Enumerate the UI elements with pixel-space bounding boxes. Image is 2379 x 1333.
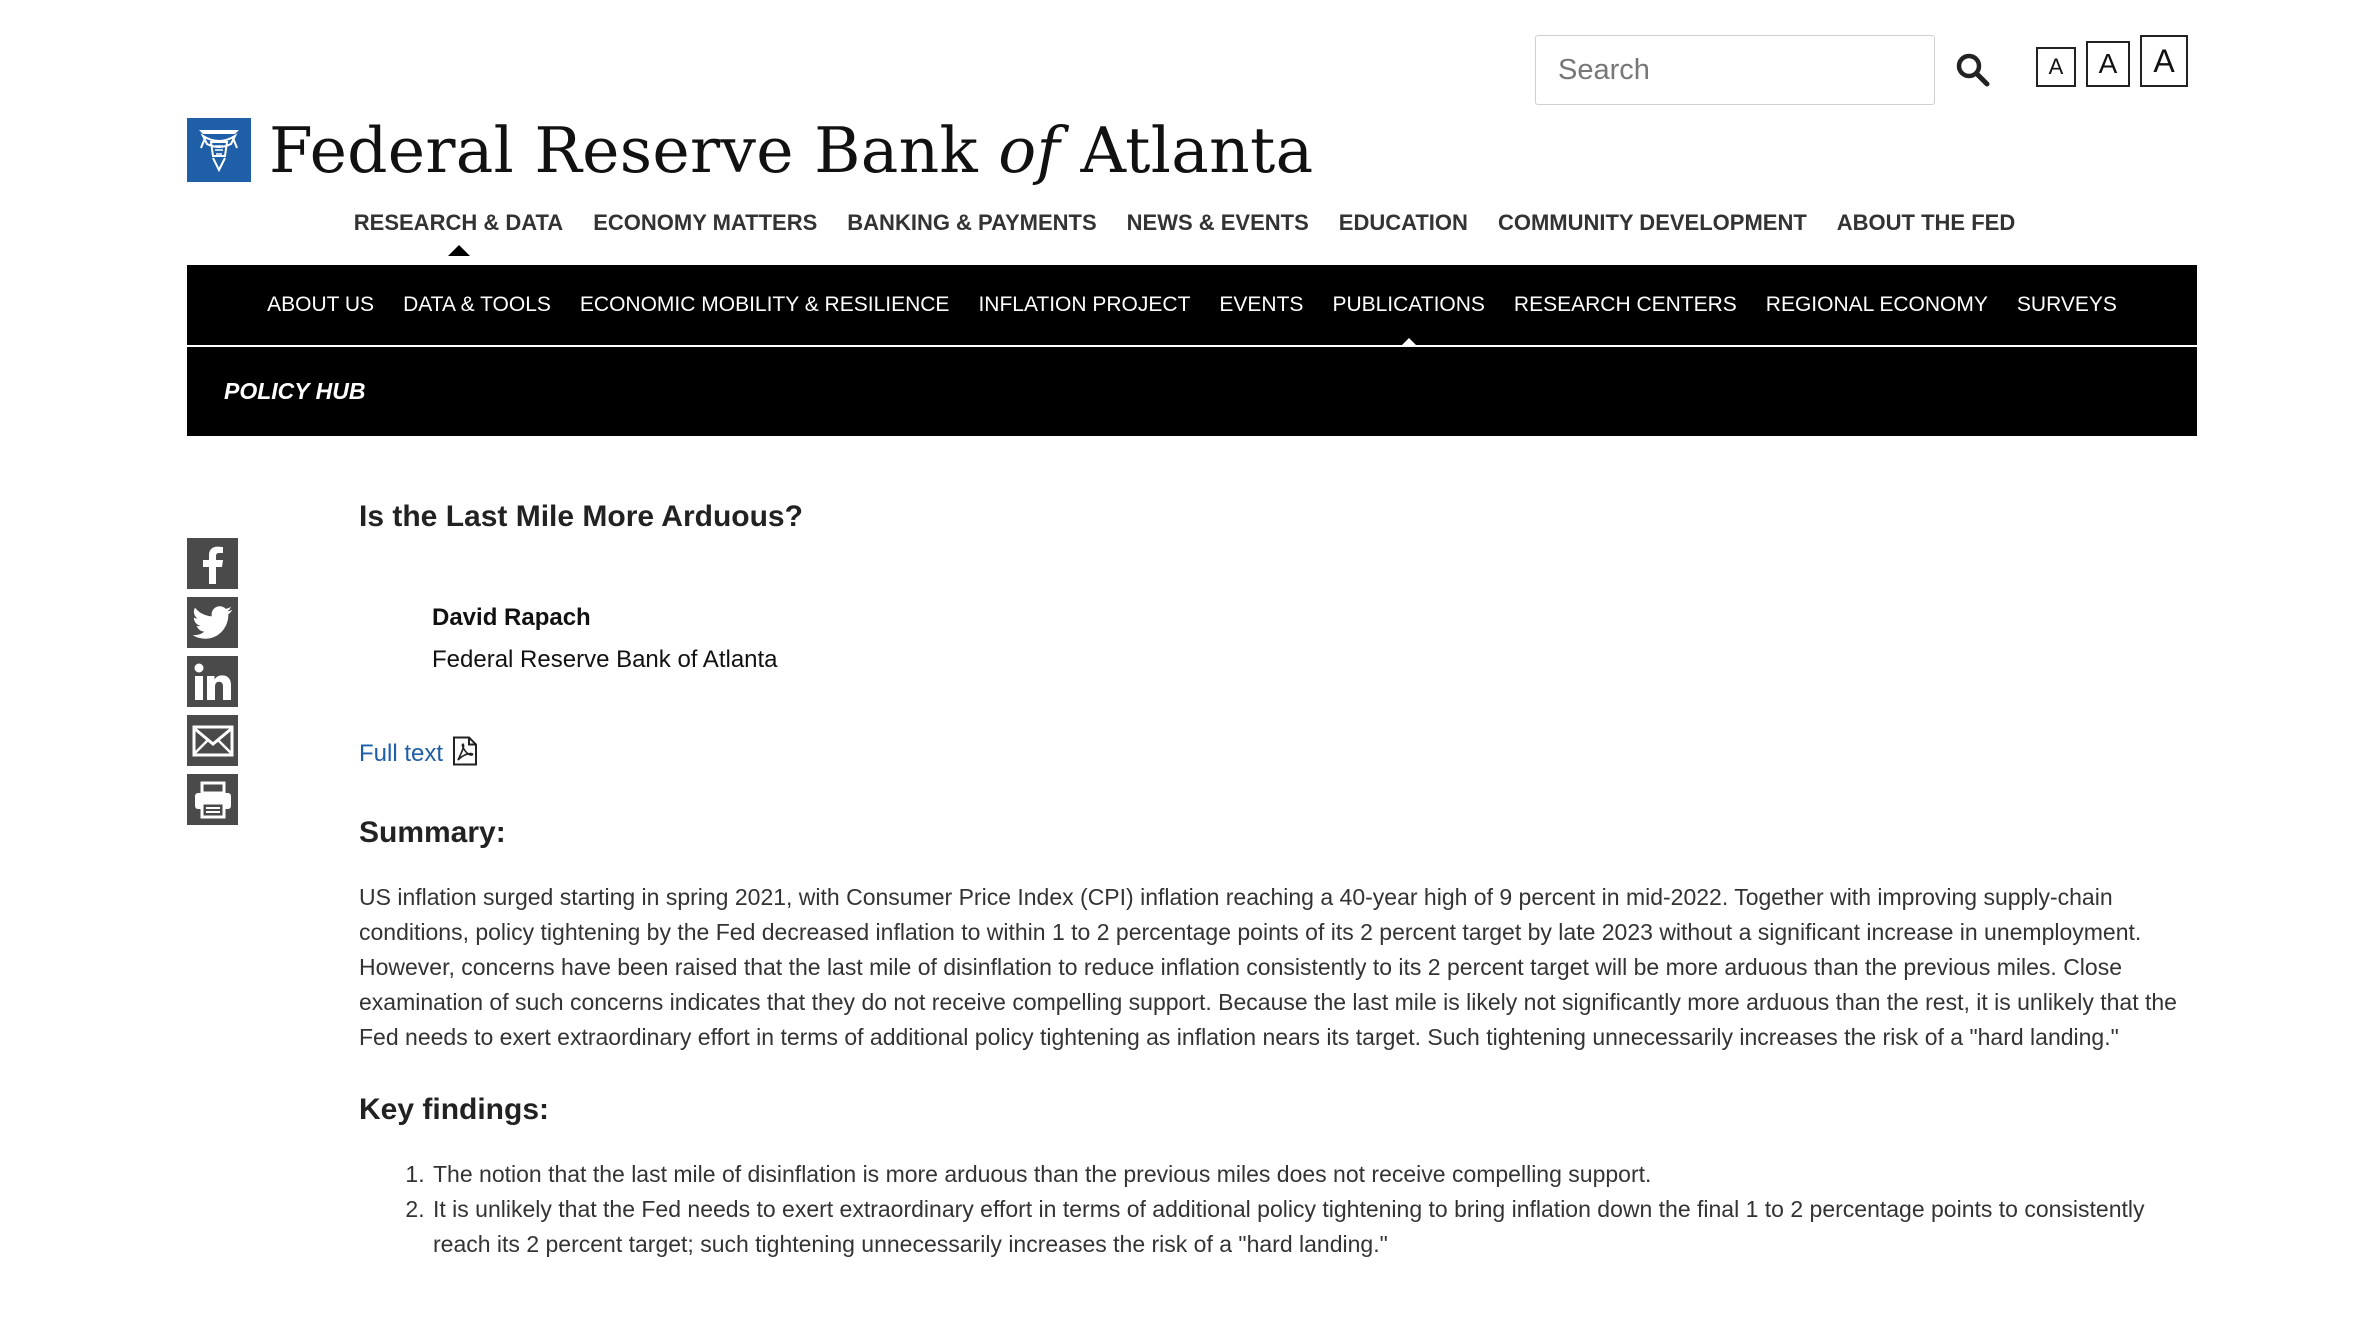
key-findings-list (359, 1157, 2191, 1262)
font-size-small-button[interactable]: A (2036, 47, 2076, 87)
sub-nav-events[interactable]: EVENTS (1219, 293, 1304, 316)
main-nav-economy-matters[interactable]: ECONOMY MATTERS (593, 210, 818, 235)
author-block (432, 604, 2191, 674)
key-findings-heading: Key findings: (359, 1093, 550, 1126)
print-icon[interactable] (187, 774, 238, 825)
main-nav-about-the-fed[interactable]: ABOUT THE FED (1836, 210, 2016, 235)
article (359, 500, 2191, 1262)
author-affiliation: Federal Reserve Bank of Atlanta (432, 646, 778, 673)
share-toolbar (187, 538, 238, 825)
full-text-link-row (359, 736, 2191, 771)
main-nav-education[interactable]: EDUCATION (1338, 210, 1468, 235)
email-icon[interactable] (187, 715, 238, 766)
facebook-icon[interactable] (187, 538, 238, 589)
main-nav-news-events[interactable]: NEWS & EVENTS (1126, 210, 1309, 235)
sub-nav-research-centers[interactable]: RESEARCH CENTERS (1513, 293, 1737, 316)
search-icon[interactable] (1955, 52, 1991, 88)
policy-hub-bar (187, 347, 2197, 436)
search-input[interactable] (1558, 54, 1934, 87)
twitter-icon[interactable] (187, 597, 238, 648)
summary-heading: Summary: (359, 816, 506, 849)
sub-nav-regional-economy[interactable]: REGIONAL ECONOMY (1765, 293, 1988, 316)
author-name: David Rapach (432, 604, 591, 631)
site-logo[interactable] (187, 113, 1314, 187)
sub-nav-about-us[interactable]: ABOUT US (267, 293, 375, 316)
main-nav (0, 210, 2379, 236)
full-text-link[interactable]: Full text (359, 739, 444, 767)
main-nav-research-data[interactable]: RESEARCH & DATA (353, 210, 564, 235)
sub-nav-surveys[interactable]: SURVEYS (2016, 293, 2117, 316)
sub-nav-publications[interactable]: PUBLICATIONS (1332, 293, 1485, 316)
linkedin-icon[interactable] (187, 656, 238, 707)
article-title: Is the Last Mile More Arduous? (359, 500, 803, 533)
key-finding-item: 2. It is unlikely that the Fed needs to exert extraordinary effort in terms of additional policy tightening to bring inflation down the final 1 to 2 percentage points to consistently reach its 2 percent target; such tightening unnecessarily increases the risk of a "hard landing." (431, 1192, 2191, 1262)
font-size-large-button[interactable]: A (2140, 35, 2188, 87)
sub-nav-inflation-project[interactable]: INFLATION PROJECT (978, 293, 1191, 316)
key-finding-item: 1. The notion that the last mile of disinflation is more arduous than the previous miles does not receive compelling support. (431, 1157, 2191, 1192)
main-nav-community-development[interactable]: COMMUNITY DEVELOPMENT (1497, 210, 1807, 235)
sub-nav (187, 265, 2197, 345)
main-nav-banking-payments[interactable]: BANKING & PAYMENTS (847, 210, 1097, 235)
search-box[interactable] (1535, 35, 1935, 105)
site-logo-text: Federal Reserve Bank of Atlanta (269, 113, 1314, 187)
sub-nav-economic-mobility[interactable]: ECONOMIC MOBILITY & RESILIENCE (579, 293, 950, 316)
fed-eagle-icon (187, 118, 251, 182)
summary-text: US inflation surged starting in spring 2021, with Consumer Price Index (CPI) inflation reaching a 40-year high of 9 percent in mid-2022. Together with improving supply-chain conditions, policy tightening by the Fed decreased inflation to within 1 to 2 percentage points of its 2 percent target by late 2023 without a significant increase in unemployment. However, concerns have been raised that the last mile of disinflation to reduce inflation consistently to its 2 percent target will be more arduous than the previous miles. Close examination of such concerns indicates that they do not receive compelling support. Because the last mile is likely not significantly more arduous than the rest, it is unlikely that the Fed needs to exert extraordinary effort in terms of additional policy tightening as inflation nears its target. Such tightening unnecessarily increases the risk of a "hard landing." (359, 884, 2177, 1050)
font-size-controls (2036, 35, 2188, 87)
font-size-medium-button[interactable]: A (2086, 41, 2130, 87)
policy-hub-link[interactable]: POLICY HUB (224, 378, 366, 404)
pdf-icon[interactable] (451, 736, 479, 771)
sub-nav-data-tools[interactable]: DATA & TOOLS (403, 293, 551, 316)
